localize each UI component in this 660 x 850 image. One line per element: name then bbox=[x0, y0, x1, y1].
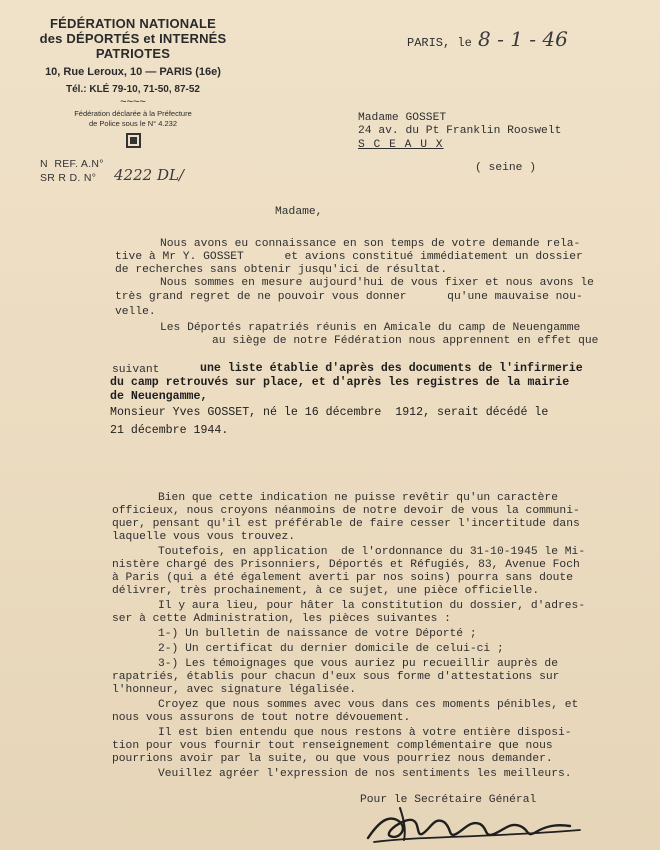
org-address: 10, Rue Leroux, 10 — PARIS (16e) bbox=[45, 66, 221, 78]
body-line: suivant bbox=[112, 364, 160, 376]
signature bbox=[360, 800, 590, 845]
salutation: Madame, bbox=[275, 206, 323, 218]
declaration-line2: de Police sous le N° 4.232 bbox=[88, 119, 178, 128]
body-line: au siège de notre Fédération nous apprennent en effet que bbox=[212, 335, 599, 347]
body-line: velle. bbox=[115, 306, 156, 318]
reference-number: 4222 DL/ bbox=[114, 166, 184, 184]
body-line: ser à cette Administration, les pièces suivantes : bbox=[112, 613, 451, 625]
place: PARIS, le bbox=[407, 36, 472, 50]
body-line: de recherches sans obtenir jusqu'ici de résultat. bbox=[115, 264, 448, 276]
body-line: 21 décembre 1944. bbox=[110, 424, 229, 437]
org-phone: Tél.: KLÉ 79-10, 71-50, 87-52 bbox=[66, 84, 200, 95]
body-line: de Neuengamme, bbox=[110, 390, 208, 403]
body-line: Croyez que nous sommes avec vous dans ces moments pénibles, et bbox=[158, 699, 579, 711]
body-line: très grand regret de ne pouvoir vous donner qu'une mauvaise nou- bbox=[115, 291, 583, 303]
body-line: Toutefois, en application de l'ordonnance du 31-10-1945 le Mi- bbox=[158, 546, 586, 558]
body-line: tive à Mr Y. GOSSET et avions constitué immédiatement un dossier bbox=[115, 251, 583, 263]
body-line: Nous avons eu connaissance en son temps de votre demande rela- bbox=[160, 238, 581, 250]
body-line: officieux, nous croyons néanmoins de notre devoir de vous la communi- bbox=[112, 505, 580, 517]
list-item: 3-) Les témoignages que vous auriez pu recueillir auprès de bbox=[158, 658, 558, 670]
body-line: Nous sommes en mesure aujourd'hui de vous fixer et nous avons le bbox=[160, 277, 594, 289]
ornament: ~~~~ bbox=[120, 96, 146, 108]
body-line: Il y aura lieu, pour hâter la constitution du dossier, d'adres- bbox=[158, 600, 586, 612]
reference-line1: N REF. A.N° bbox=[40, 158, 104, 170]
recipient-department: ( seine ) bbox=[475, 162, 537, 174]
recipient-city: S C E A U X bbox=[358, 139, 444, 151]
body-line: Veuillez agréer l'expression de nos sentiments les meilleurs. bbox=[158, 768, 572, 780]
body-line: délivrer, très prochainement, à ce sujet, une pièce officielle. bbox=[112, 585, 540, 597]
letterhead bbox=[18, 16, 248, 153]
org-name-line2: des DÉPORTÉS et INTERNÉS bbox=[39, 31, 227, 46]
body-line: nous vous assurons de tout notre dévouement. bbox=[112, 712, 411, 724]
body-line: l'honneur, avec signature légalisée. bbox=[112, 684, 357, 696]
body-line: du camp retrouvés sur place, et d'après les registres de la mairie bbox=[110, 376, 570, 389]
body-line: pourrions avoir par la suite, ou que vous pourriez nous demander. bbox=[112, 753, 553, 765]
org-name-line3: PATRIOTES bbox=[95, 46, 171, 61]
body-line: Les Déportés rapatriés réunis en Amicale du camp de Neuengamme bbox=[160, 322, 581, 334]
declaration-line1: Fédération déclarée à la Préfecture bbox=[74, 109, 192, 118]
body-line: Monsieur Yves GOSSET, né le 16 décembre 1912, serait décédé le bbox=[110, 406, 549, 419]
body-line: Il est bien entendu que nous restons à votre entière disposi- bbox=[158, 727, 572, 739]
recipient-street: 24 av. du Pt Franklin Rooswelt bbox=[358, 125, 562, 137]
body-line: nistère chargé des Prisonniers, Déportés et Réfugiés, 83, Avenue Foch bbox=[112, 559, 580, 571]
signatory-title: Pour le Secrétaire Général bbox=[360, 794, 537, 806]
recipient-name: Madame GOSSET bbox=[358, 112, 447, 124]
body-line: rapatriés, établis pour chacun d'eux sous forme d'attestations sur bbox=[112, 671, 560, 683]
body-line: une liste établie d'après des documents de l'infirmerie bbox=[200, 362, 583, 375]
org-name-line1: FÉDÉRATION NATIONALE bbox=[49, 16, 216, 31]
reference-line2: SR R D. N° bbox=[40, 172, 97, 184]
letter-date: 8 - 1 - 46 bbox=[478, 27, 568, 51]
body-line: laquelle vous vous trouvez. bbox=[112, 531, 296, 543]
list-item: 1-) Un bulletin de naissance de votre Déporté ; bbox=[158, 628, 477, 640]
body-line: quer, pensant qu'il est préférable de faire cesser l'incertitude dans bbox=[112, 518, 580, 530]
emblem-icon bbox=[126, 133, 141, 148]
body-line: tion pour vous fournir tout renseignement complémentaire que nous bbox=[112, 740, 553, 752]
body-line: Bien que cette indication ne puisse revêtir qu'un caractère bbox=[158, 492, 558, 504]
body-line: à Paris (qui a été également averti par nos soins) pourra sans doute bbox=[112, 572, 573, 584]
list-item: 2-) Un certificat du dernier domicile de celui-ci ; bbox=[158, 643, 504, 655]
